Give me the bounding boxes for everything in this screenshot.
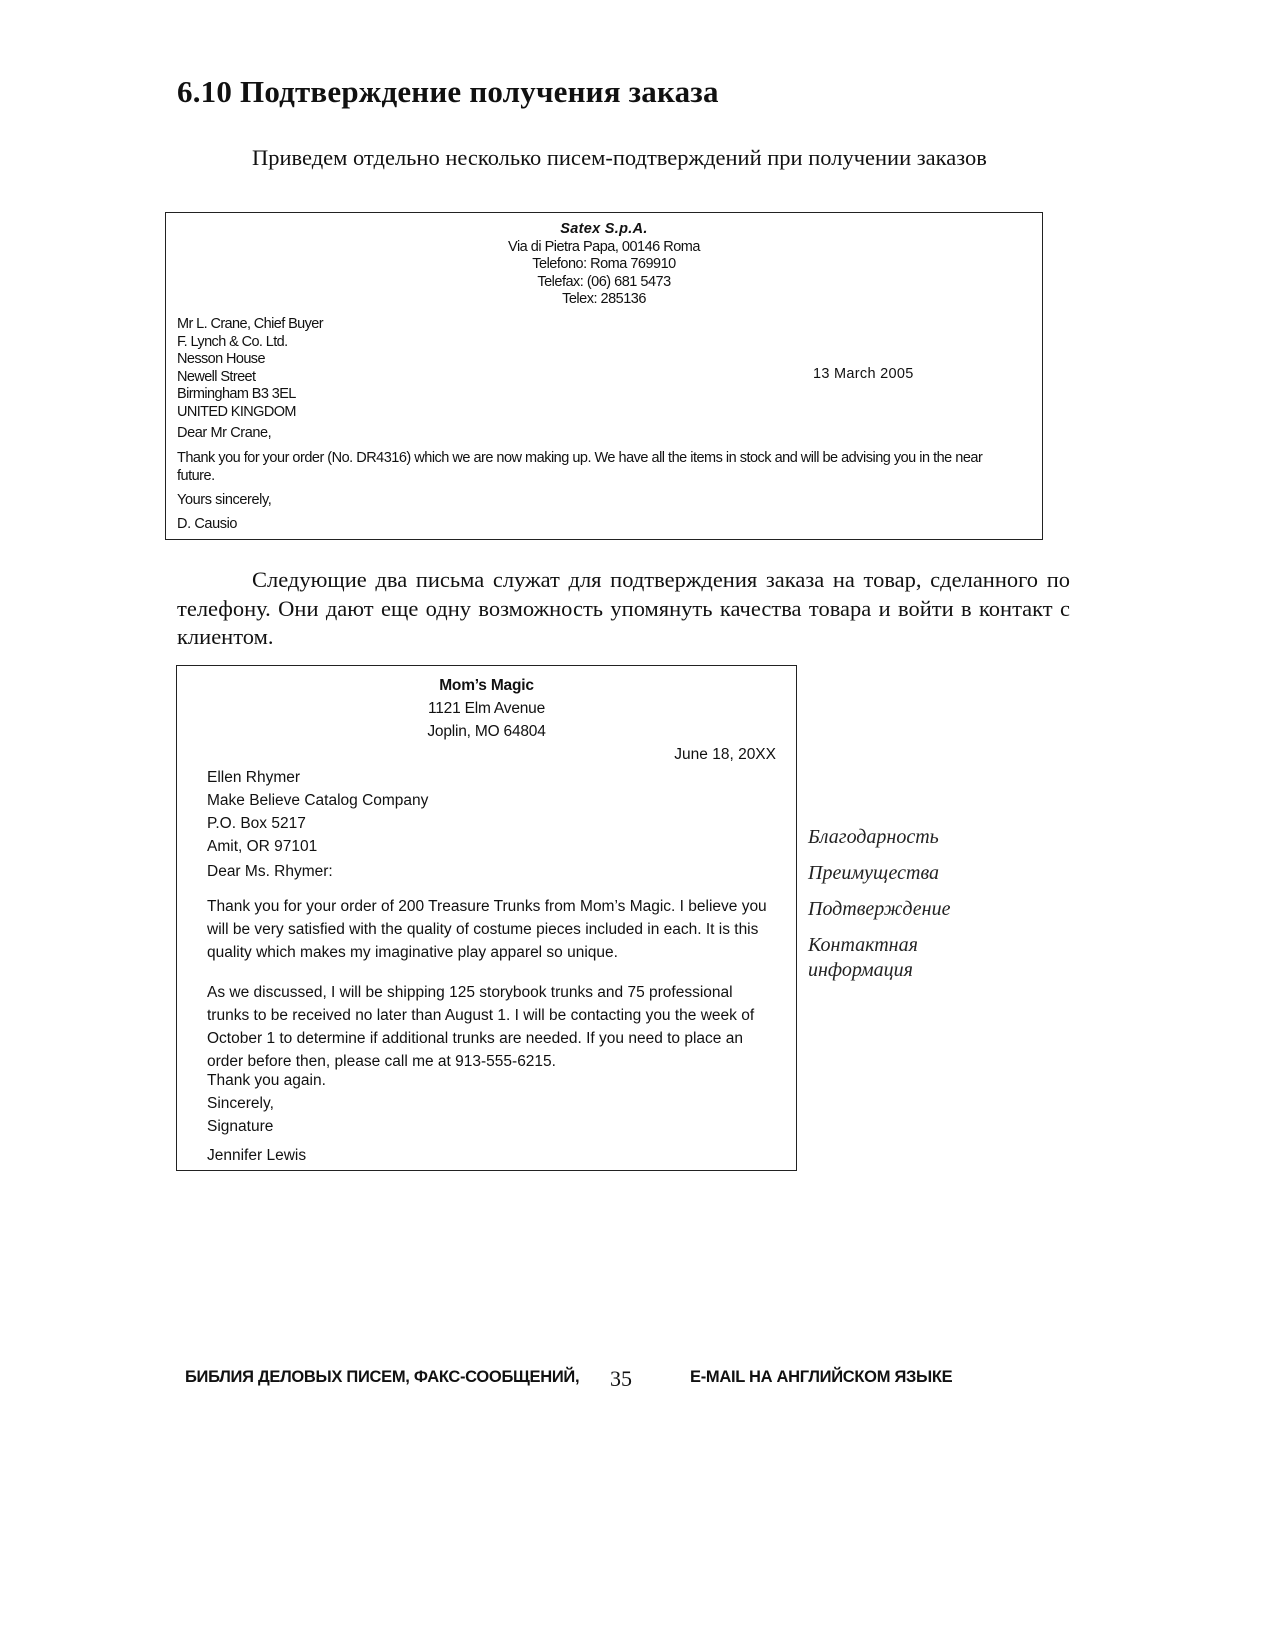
page-number: 35 <box>610 1366 632 1391</box>
salutation: Dear Ms. Rhymer: <box>207 863 333 880</box>
signature: D. Causio <box>177 516 238 532</box>
thanks-line: Thank you again. <box>207 1072 326 1089</box>
letter-date: 13 March 2005 <box>813 366 914 382</box>
recipient-line: Ellen Rhymer <box>207 769 301 786</box>
company-name: Mom’s Magic <box>439 677 534 694</box>
telex-line: Telex: 285136 <box>562 291 646 307</box>
company-name: Satex S.p.A. <box>560 221 648 237</box>
page-footer <box>0 1368 1275 1398</box>
intro-paragraph: Приведем отдельно несколько писем-подтверждений при получении заказов <box>252 145 987 170</box>
recipient-line: Mr L. Crane, Chief Buyer <box>177 316 323 332</box>
footer-right: E-MAIL НА АНГЛИЙСКОМ ЯЗЫКЕ <box>690 1368 953 1386</box>
closing: Sincerely, <box>207 1095 274 1112</box>
paragraph-thanks: Thank you for your order of 200 Treasure Trunks from Mom’s Magic. I believe you will be very satisfied with the quality of costume pieces included in each. It is this quality which makes my imaginative play apparel so unique. <box>207 898 767 961</box>
recipient-line: Amit, OR 97101 <box>207 838 318 855</box>
salutation: Dear Mr Crane, <box>177 425 272 441</box>
letter-body: Thank you for your order (No. DR4316) which we are now making up. We have all the items in stock and will be advising you in the near future. <box>177 450 983 484</box>
margin-note: Контактная информация <box>808 934 918 981</box>
recipient-line: Newell Street <box>177 368 256 385</box>
footer-left: БИБЛИЯ ДЕЛОВЫХ ПИСЕМ, ФАКС-СООБЩЕНИЙ, <box>185 1368 580 1386</box>
letterhead <box>177 674 796 743</box>
signature-line: Signature <box>207 1118 274 1135</box>
recipient-block <box>207 766 428 858</box>
letterhead <box>166 221 1042 309</box>
recipient-line: P.O. Box 5217 <box>207 815 306 832</box>
margin-note: Подтверждение <box>808 898 951 920</box>
signer-name: Jennifer Lewis <box>207 1147 307 1164</box>
margin-notes <box>808 825 1008 994</box>
fax-line: Telefax: (06) 681 5473 <box>537 273 671 290</box>
recipient-line: F. Lynch & Co. Ltd. <box>177 333 288 350</box>
recipient-line: Nesson House <box>177 351 265 367</box>
recipient-block <box>177 316 323 421</box>
transition-paragraph: Следующие два письма служат для подтверждения заказа на товар, сделанного по телефону. Они дают еще одну возможность упомянуть качества товара и войти в контакт с клиентом. <box>177 567 1070 649</box>
section-title: 6.10 Подтверждение получения заказа <box>177 74 719 109</box>
address-line: 1121 Elm Avenue <box>427 700 546 717</box>
recipient-line: Make Believe Catalog Company <box>207 792 429 809</box>
phone-line: Telefono: Roma 769910 <box>532 256 676 272</box>
letter-moms-magic <box>176 665 797 1171</box>
closing: Yours sincerely, <box>177 492 272 508</box>
paragraph-confirmation: As we discussed, I will be shipping 125 storybook trunks and 75 professional trunks to be received no later than August 1. I will be contacting you the week of October 1 to determine if additional trunks are needed. If you need to place an order before then, please call me at 913-555-6215. <box>207 984 755 1070</box>
letter-satex <box>165 212 1043 540</box>
letter-date: June 18, 20XX <box>674 746 776 763</box>
address-line: Joplin, MO 64804 <box>427 723 546 740</box>
address-line: Via di Pietra Papa, 00146 Roma <box>508 238 700 255</box>
margin-note: Преимущества <box>808 862 940 884</box>
recipient-line: UNITED KINGDOM <box>177 403 296 420</box>
recipient-line: Birmingham B3 3EL <box>177 386 296 402</box>
margin-note: Благодарность <box>808 826 939 848</box>
